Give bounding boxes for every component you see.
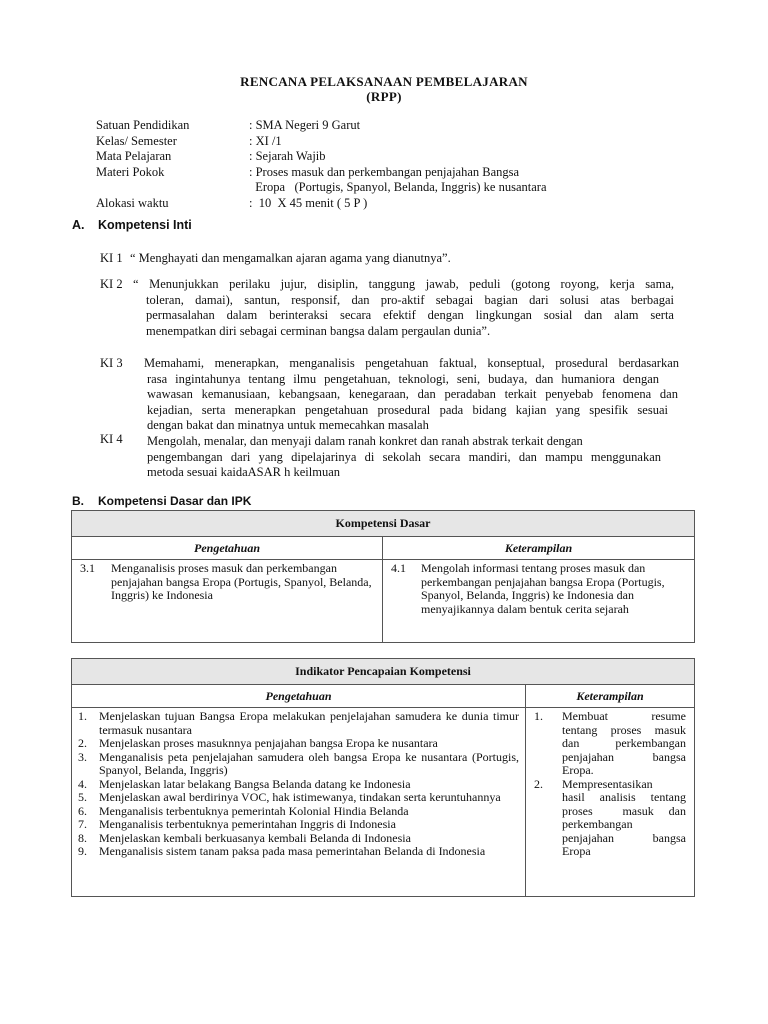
- ki-text-line: “ Menunjukkan perilaku jujur, disiplin, tanggung jawab, peduli (gotong royong, kerja sama,: [133, 277, 674, 291]
- identity-row: [96, 134, 547, 150]
- ipk-text: Menjelaskan kembali berkuasanya kembali Belanda di Indonesia: [99, 830, 411, 845]
- ket-list-item: [526, 710, 686, 778]
- ki-text-line: Mengolah, menalar, dan menyaji dalam ranah konkret dan ranah abstrak terkait dengan: [147, 434, 583, 448]
- ipk-number: 8.: [78, 830, 87, 845]
- ki-text-line: permasalahan dalam berinteraksi secara efektif dengan lingkungan sosial dan alam serta: [146, 308, 674, 322]
- identity-row: [96, 149, 547, 165]
- ipk-text: Menjelaskan proses masuknnya penjajahan bangsa Eropa ke nusantara: [99, 736, 438, 750]
- identity-row: [96, 118, 547, 134]
- ket-text-line: proses masuk dan: [562, 803, 686, 818]
- identity-label: Materi Pokok: [96, 164, 165, 179]
- ket-text-line: Mempresentasikan: [562, 776, 653, 791]
- ipk-keterampilan-cell: [526, 708, 695, 897]
- ket-text-line: perkembangan: [562, 817, 633, 831]
- identity-block: [96, 118, 547, 211]
- ki-label: KI 1: [100, 251, 123, 265]
- kd-text: Mengolah informasi tentang proses masuk dan perkembangan penjajahan bangsa Eropa (Portugis, Spanyol, Belanda, Inggris) ke Indonesia dan menyajikannya dalam bentuk cerita sejarah: [421, 561, 665, 616]
- ipk-number: 2.: [78, 736, 87, 750]
- ipk-list-item: [72, 791, 519, 805]
- identity-value: : 10 X 45 menit ( 5 P ): [249, 195, 368, 210]
- section-letter: B.: [72, 494, 84, 508]
- identity-label: Kelas/ Semester: [96, 133, 177, 148]
- ki-label: KI 3: [100, 356, 123, 370]
- ipk-number: 6.: [78, 803, 87, 818]
- ipk-text: Menganalisis terbentuknya pemerintah Kolonial Hindia Belanda: [99, 803, 409, 818]
- identity-value: : XI /1: [249, 133, 282, 148]
- identity-value: : SMA Negeri 9 Garut: [249, 118, 361, 132]
- ipk-number: 4.: [78, 776, 87, 791]
- kd-number: 4.1: [391, 561, 406, 575]
- ipk-text: Menganalisis peta penjelajahan samudera oleh bangsa Eropa ke nusantara (Portugis, Spanyol, Belanda, Inggris): [99, 749, 519, 777]
- ki-text-line: toleran, damai), santun, responsif, dan pro-aktif sebagai bagian dari solusi atas berbagai: [146, 292, 674, 307]
- ipk-col-keterampilan: Keterampilan: [526, 685, 695, 708]
- doc-subtitle: (RPP): [366, 89, 402, 104]
- ki-text-line: “ Menghayati dan mengamalkan ajaran agama yang dianutnya”.: [130, 251, 451, 265]
- ki-text-line: menempatkan diri sebagai cerminan bangsa dalam pergaulan dunia”.: [146, 323, 491, 338]
- section-title: Kompetensi Inti: [98, 218, 192, 232]
- ipk-list-item: [72, 818, 519, 832]
- ket-text-line: Membuat resume: [562, 709, 686, 723]
- kd-col-pengetahuan: Pengetahuan: [72, 537, 383, 560]
- ipk-number: 3.: [78, 749, 87, 764]
- kd-cell-right: [383, 560, 695, 643]
- ipk-number: 1.: [78, 709, 87, 723]
- ket-list-item: [526, 778, 686, 859]
- ipk-number: 5.: [78, 790, 87, 804]
- ki-text-line: dengan bakat dan minatnya untuk memecahkan masalah: [147, 418, 429, 432]
- kd-header: Kompetensi Dasar: [72, 511, 695, 537]
- ipk-text: Menjelaskan tujuan Bangsa Eropa melakukan penjelajahan samudera ke dunia timur termasuk nusantara: [99, 709, 519, 737]
- ipk-list-item: [72, 778, 519, 792]
- ki-text-line: rasa ingintahunya tentang ilmu pengetahuan, teknologi, seni, budaya, dan humaniora dengan: [147, 371, 659, 386]
- ket-text-line: Eropa.: [562, 763, 594, 777]
- ipk-text: Menjelaskan awal berdirinya VOC, hak istimewanya, tindakan serta keruntuhannya: [99, 790, 501, 804]
- ki-text-line: pengembangan dari yang dipelajarinya di sekolah secara mandiri, dan mampu menggunakan: [147, 449, 661, 464]
- ipk-col-pengetahuan: Pengetahuan: [72, 685, 526, 708]
- identity-label: Mata Pelajaran: [96, 149, 172, 163]
- ket-number: 1.: [534, 709, 543, 723]
- ipk-text: Menganalisis terbentuknya pemerintahan Inggris di Indonesia: [99, 817, 396, 831]
- ket-text-line: tentang proses masuk: [562, 722, 686, 737]
- kd-text: Menganalisis proses masuk dan perkembangan penjajahan bangsa Eropa (Portugis, Spanyol, Belanda, Inggris) ke Indonesia: [111, 561, 372, 602]
- ipk-list-item: [72, 832, 519, 846]
- ki-text-line: wawasan kemanusiaan, kebangsaan, kenegaraan, dan peradaban terkait penyebab fenomena dan: [147, 387, 678, 401]
- ipk-pengetahuan-cell: [72, 708, 526, 897]
- ket-text-line: hasil analisis tentang: [562, 790, 686, 804]
- ipk-text: Menjelaskan latar belakang Bangsa Belanda datang ke Indonesia: [99, 776, 411, 791]
- ipk-table: [71, 658, 695, 897]
- ipk-list-item: [72, 737, 519, 751]
- section-b-heading: [72, 494, 251, 508]
- ket-number: 2.: [534, 776, 543, 791]
- ipk-header: Indikator Pencapaian Kompetensi: [72, 659, 695, 685]
- identity-value: Eropa (Portugis, Spanyol, Belanda, Inggris) ke nusantara: [249, 180, 547, 194]
- ipk-number: 9.: [78, 844, 87, 858]
- section-letter: A.: [72, 218, 85, 232]
- ipk-number: 7.: [78, 817, 87, 831]
- section-title: Kompetensi Dasar dan IPK: [98, 494, 252, 508]
- kd-cell-left: [72, 560, 383, 643]
- ipk-list-item: [72, 751, 519, 778]
- identity-row: [96, 165, 547, 181]
- ki-text-line: kejadian, serta menerapkan pengetahuan prosedural pada bidang kajian yang spesifik sesuai: [147, 402, 668, 417]
- ipk-list-item: [72, 710, 519, 737]
- doc-title: RENCANA PELAKSANAAN PEMBELAJARAN: [240, 74, 528, 89]
- ket-text-line: penjajahan bangsa: [562, 830, 686, 845]
- ket-text-line: Eropa: [562, 844, 591, 858]
- ki-text-line: metoda sesuai kaidaASAR h keilmuan: [147, 465, 341, 479]
- ipk-list-item: [72, 805, 519, 819]
- identity-label: Satuan Pendidikan: [96, 118, 190, 132]
- identity-value: : Proses masuk dan perkembangan penjajahan Bangsa: [249, 164, 520, 179]
- ki-label: KI 2: [100, 277, 123, 291]
- identity-label: Alokasi waktu: [96, 195, 169, 210]
- kd-table: [71, 510, 695, 643]
- ipk-list: [72, 710, 519, 859]
- ipk-list-item: [72, 845, 519, 859]
- ki-label: KI 4: [100, 432, 123, 446]
- identity-row: [96, 180, 547, 196]
- identity-row: [96, 196, 547, 212]
- kd-number: 3.1: [80, 561, 95, 575]
- section-a-heading: [72, 218, 192, 232]
- identity-value: : Sejarah Wajib: [249, 149, 326, 163]
- ipk-text: Menganalisis sistem tanam paksa pada masa pemerintahan Belanda di Indonesia: [99, 844, 486, 858]
- kd-col-keterampilan: Keterampilan: [383, 537, 695, 560]
- ket-text-line: dan perkembangan: [562, 736, 686, 750]
- ki-text-line: Memahami, menerapkan, menganalisis pengetahuan faktual, konseptual, prosedural berdasarkan: [144, 356, 679, 370]
- ket-text-line: penjajahan bangsa: [562, 749, 686, 764]
